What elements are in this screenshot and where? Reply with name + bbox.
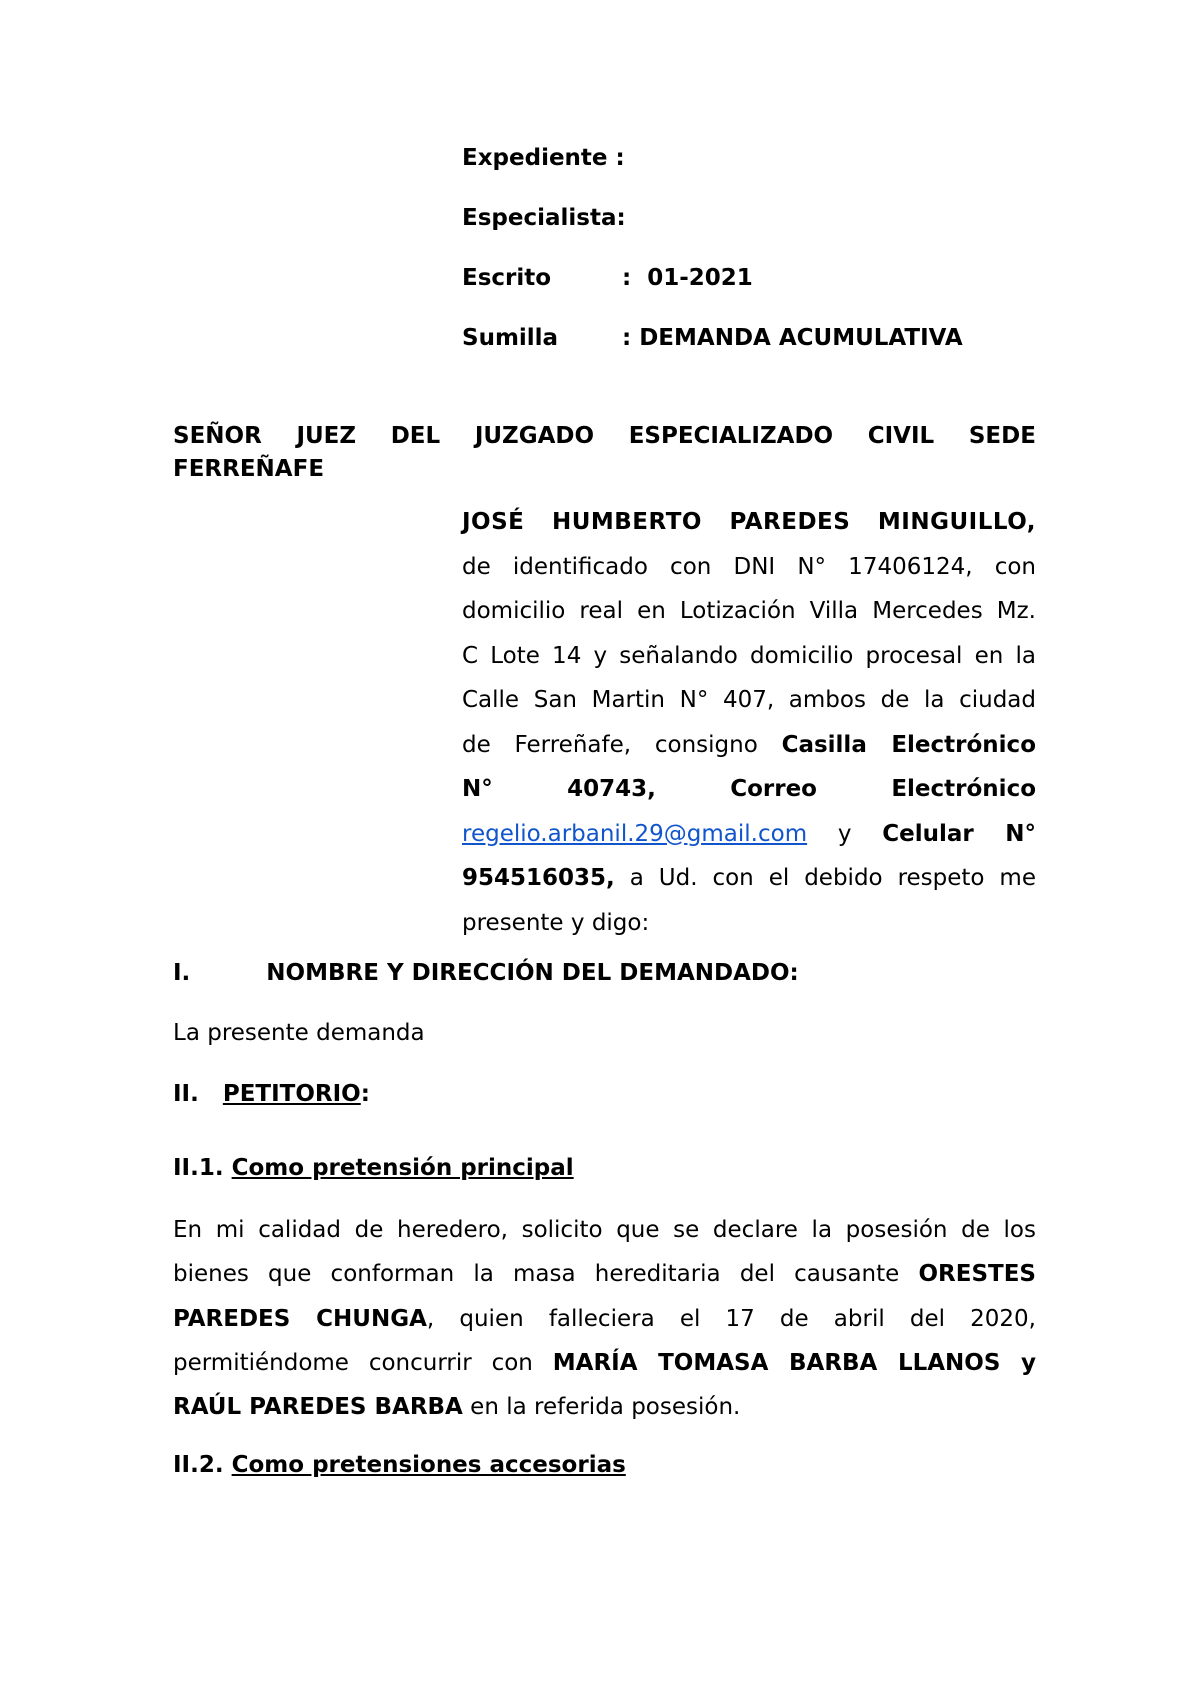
person-name: ORESTES <box>918 1261 1036 1288</box>
celular-label: Celular N° <box>882 820 1036 847</box>
paragraph-text: , quien falleciera el 17 de abril del 2020, <box>426 1305 1036 1332</box>
party-name: JOSÉ HUMBERTO PAREDES MINGUILLO, <box>462 509 1036 535</box>
subsection-2-2-heading <box>173 1452 626 1478</box>
expediente-label: Expediente : <box>462 145 625 171</box>
party-line <box>462 812 1036 857</box>
party-text: a Ud. con el debido respeto me <box>614 865 1036 891</box>
party-line <box>462 856 1036 901</box>
email-link[interactable]: regelio.arbanil.29@gmail.com <box>462 820 808 847</box>
sumilla-value: : DEMANDA ACUMULATIVA <box>622 325 963 351</box>
party-text: y <box>807 820 883 847</box>
petitorio-paragraph <box>173 1208 1036 1429</box>
paragraph-line <box>173 1252 1036 1296</box>
escrito-value <box>622 265 753 291</box>
party-line: Calle San Martin N° 407, ambos de la ciudad <box>462 687 1036 713</box>
paragraph-line <box>173 1385 1036 1429</box>
person-name: MARÍA TOMASA BARBA LLANOS y <box>552 1349 1036 1376</box>
section-1-text: La presente demanda <box>173 1020 425 1046</box>
party-line: domicilio real en Lotización Villa Mercedes Mz. <box>462 598 1036 624</box>
subsection-2-1-number: II.1. <box>173 1155 224 1181</box>
party-paragraph <box>462 500 1036 945</box>
casilla-label: Casilla Electrónico <box>781 731 1036 758</box>
especialista-label: Especialista: <box>462 205 626 231</box>
section-1-heading <box>173 960 799 986</box>
party-line: de identificado con DNI N° 17406124, con <box>462 553 1036 580</box>
sumilla-label: Sumilla <box>462 325 559 351</box>
paragraph-text: bienes que conforman la masa hereditaria del causante <box>173 1261 919 1288</box>
party-line: presente y digo: <box>462 909 650 936</box>
subsection-2-1-title: Como pretensión principal <box>231 1155 574 1181</box>
escrito-label: Escrito <box>462 265 552 291</box>
paragraph-line <box>173 1297 1036 1341</box>
party-line: N° 40743, Correo Electrónico <box>462 776 1036 802</box>
addressee-word: DEL <box>390 423 441 449</box>
addressee-word: CIVIL <box>867 423 935 449</box>
person-name: RAÚL PAREDES BARBA <box>173 1394 463 1421</box>
section-1-title: NOMBRE Y DIRECCIÓN DEL DEMANDADO: <box>266 960 799 986</box>
subsection-2-2-title: Como pretensiones accesorias <box>231 1452 626 1478</box>
celular-number: 954516035, <box>462 865 615 891</box>
subsection-2-2-number: II.2. <box>173 1452 224 1478</box>
section-2-colon: : <box>360 1081 370 1107</box>
section-2-number: II. <box>173 1081 199 1107</box>
party-line <box>462 723 1036 768</box>
section-2-heading <box>173 1081 370 1107</box>
paragraph-line: En mi calidad de heredero, solicito que se declare la posesión de los <box>173 1217 1036 1243</box>
paragraph-text: permitiéndome concurrir con <box>173 1349 553 1376</box>
paragraph-text: en la referida posesión. <box>462 1394 741 1421</box>
party-line: C Lote 14 y señalando domicilio procesal en la <box>462 642 1036 669</box>
addressee-line-1 <box>173 420 1036 453</box>
party-text: de Ferreñafe, consigno <box>462 731 782 758</box>
addressee-word: JUZGADO <box>474 423 595 449</box>
section-2-title: PETITORIO <box>222 1081 361 1107</box>
addressee <box>173 420 1036 486</box>
addressee-word: SEÑOR <box>173 423 262 449</box>
addressee-line-2: FERREÑAFE <box>173 456 325 482</box>
subsection-2-1-heading <box>173 1155 574 1181</box>
addressee-word: JUEZ <box>296 423 357 449</box>
escrito-value-text: : 01-2021 <box>622 265 753 291</box>
addressee-word: ESPECIALIZADO <box>628 423 834 449</box>
person-name: PAREDES CHUNGA <box>173 1305 427 1332</box>
section-1-number: I. <box>173 960 191 986</box>
addressee-word: SEDE <box>968 423 1036 449</box>
paragraph-line <box>173 1341 1036 1385</box>
